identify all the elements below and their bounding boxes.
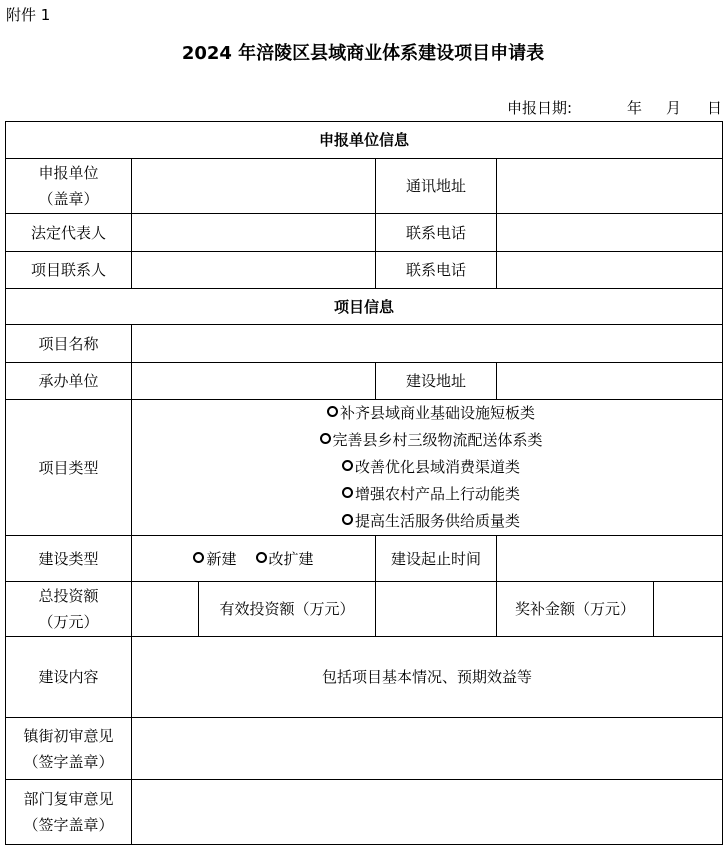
- date-day: 日: [707, 99, 723, 117]
- total-investment-label-line1: 总投资额: [38, 587, 99, 605]
- section-heading-applicant: 申报单位信息: [6, 122, 723, 159]
- project-type-option[interactable]: [140, 427, 722, 454]
- construction-period-field[interactable]: [497, 536, 723, 582]
- subsidy-amount-label: 奖补金额（万元）: [497, 582, 654, 637]
- total-investment-label-line2: （万元）: [38, 613, 99, 631]
- radio-icon: [327, 406, 338, 417]
- date-month: 月: [666, 99, 682, 117]
- applicant-unit-field[interactable]: [132, 159, 376, 214]
- dept-review-label-line1: 部门复审意见: [23, 790, 114, 808]
- radio-icon: [193, 552, 204, 563]
- application-form-table: [5, 121, 723, 845]
- construction-option-new[interactable]: [193, 550, 236, 568]
- legal-rep-label: 法定代表人: [6, 214, 132, 252]
- phone-label-2: 联系电话: [376, 252, 497, 289]
- town-review-label-line2: （签字盖章）: [23, 752, 114, 771]
- project-type-option-label: 完善县乡村三级物流配送体系类: [332, 431, 543, 449]
- site-address-label: 建设地址: [376, 363, 497, 400]
- mailing-address-field[interactable]: [497, 159, 723, 214]
- radio-icon: [256, 552, 267, 563]
- town-review-field[interactable]: [132, 718, 723, 780]
- date-year: 年: [627, 99, 643, 117]
- organizer-field[interactable]: [132, 363, 376, 400]
- project-type-option-label: 增强农村产品上行动能类: [355, 485, 521, 503]
- radio-icon: [342, 487, 353, 498]
- attachment-label: 附件 1: [6, 6, 51, 24]
- organizer-label: 承办单位: [6, 363, 132, 400]
- project-type-option-label: 补齐县域商业基础设施短板类: [340, 404, 536, 422]
- project-type-option[interactable]: [140, 400, 722, 427]
- applicant-unit-label-line2: （盖章）: [38, 190, 99, 208]
- subsidy-amount-field[interactable]: [654, 582, 723, 637]
- phone-field-2[interactable]: [497, 252, 723, 289]
- section-heading-project: 项目信息: [6, 289, 723, 325]
- project-type-option-label: 改善优化县域消费渠道类: [355, 458, 521, 476]
- construction-option-new-label: 新建: [206, 549, 237, 568]
- project-type-option[interactable]: [140, 481, 722, 508]
- construction-type-options: [132, 536, 376, 582]
- dept-review-label-line2: （签字盖章）: [23, 816, 114, 834]
- project-contact-field[interactable]: [132, 252, 376, 289]
- construction-period-label: 建设起止时间: [376, 536, 497, 582]
- project-type-option-label: 提高生活服务供给质量类: [355, 512, 521, 530]
- construction-content-field[interactable]: [132, 637, 723, 718]
- town-review-label-line1: 镇街初审意见: [23, 726, 114, 745]
- radio-icon: [342, 460, 353, 471]
- project-type-label: 项目类型: [6, 400, 132, 536]
- project-name-label: 项目名称: [6, 325, 132, 363]
- construction-option-expand[interactable]: [256, 550, 314, 568]
- total-investment-field[interactable]: [132, 582, 199, 637]
- legal-rep-field[interactable]: [132, 214, 376, 252]
- applicant-unit-label-line1: 申报单位: [38, 164, 99, 182]
- dept-review-field[interactable]: [132, 780, 723, 845]
- effective-investment-field[interactable]: [376, 582, 497, 637]
- effective-investment-label: 有效投资额（万元）: [199, 582, 376, 637]
- phone-field-1[interactable]: [497, 214, 723, 252]
- applicant-unit-label: [6, 159, 132, 214]
- project-type-option[interactable]: [140, 454, 722, 481]
- town-review-label: [6, 718, 132, 780]
- construction-type-label: 建设类型: [6, 536, 132, 582]
- construction-option-expand-label: 改扩建: [268, 549, 314, 568]
- construction-content-hint: 包括项目基本情况、预期效益等: [322, 668, 533, 686]
- total-investment-label: [6, 582, 132, 637]
- project-name-field[interactable]: [132, 325, 723, 363]
- date-label: 申报日期:: [507, 99, 573, 117]
- construction-content-label: 建设内容: [6, 637, 132, 718]
- dept-review-label: [6, 780, 132, 845]
- phone-label-1: 联系电话: [376, 214, 497, 252]
- radio-icon: [342, 514, 353, 525]
- mailing-address-label: 通讯地址: [376, 159, 497, 214]
- project-contact-label: 项目联系人: [6, 252, 132, 289]
- site-address-field[interactable]: [497, 363, 723, 400]
- project-type-options: [132, 400, 723, 536]
- page-title: 2024 年涪陵区县域商业体系建设项目申请表: [181, 43, 545, 64]
- radio-icon: [320, 433, 331, 444]
- project-type-option[interactable]: [140, 508, 722, 535]
